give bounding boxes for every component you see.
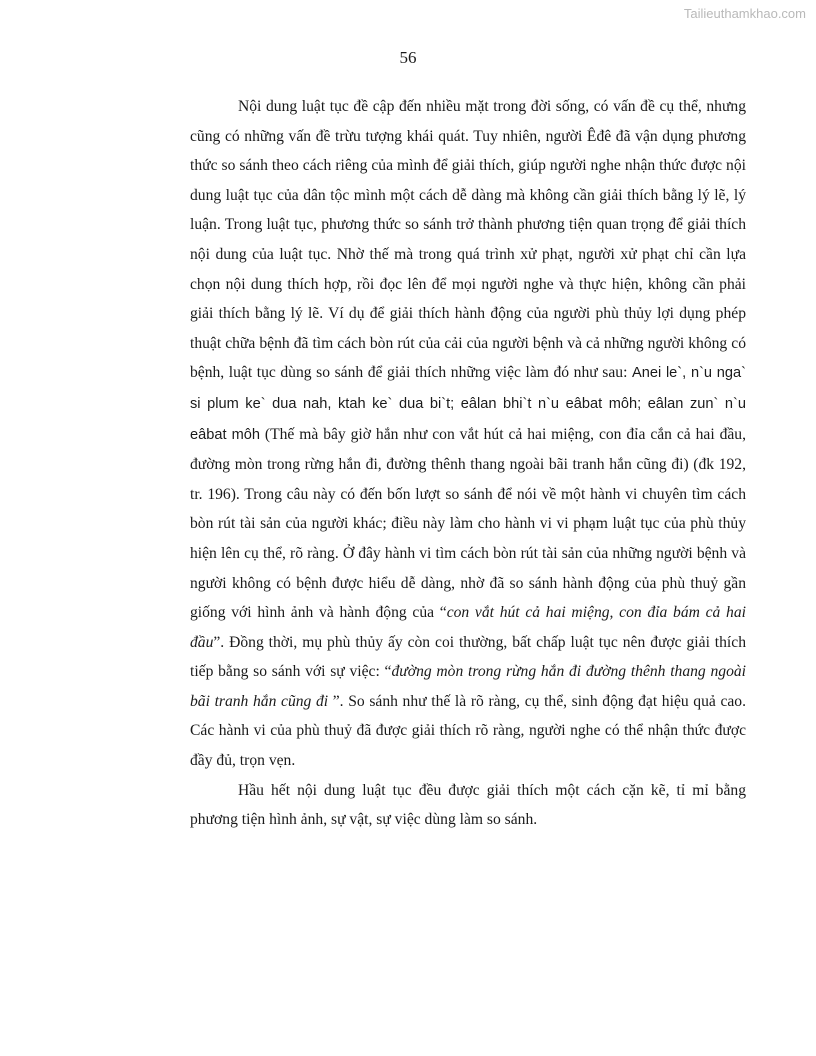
ede-quote: Anei le`, n`u nga` si plum ke` dua nah, ktah ke` dua bi`t; eâlan bhi`t n`u eâbat môh; eâlan zun` n`u eâbat môh [190,365,746,443]
paragraph-1-part-1: Nội dung luật tục đề cập đến nhiều mặt trong đời sống, có vấn đề cụ thể, nhưng cũng có những vấn đề trừu tượng khái quát. Tuy nhiên, người Êđê đã vận dụng phương thức so sánh theo cách riêng của mình để giải thích, giúp người nghe nhận thức được nội dung luật tục của dân tộc mình một cách dễ dàng mà không cần giải thích bằng lý lẽ, lý luận. Trong luật tục, phương thức so sánh trở thành phương tiện quan trọng để giải thích nội dung của luật tục. Nhờ thế mà trong quá trình xử phạt, người xử phạt chỉ cần lựa chọn nội dung thích hợp, rồi đọc lên để mọi người nghe và thực hiện, không cần phải giải thích bằng lý lẽ. Ví dụ để giải thích hành động của người phù thủy lợi dụng phép thuật chữa bệnh đã tìm cách bòn rút của cải của người bệnh và cả những người không có bệnh, luật tục dùng so sánh để giải thích những việc làm đó như sau: [190,98,746,382]
italic-quote-2: đường mòn trong rừng hắn đi đường thênh thang ngoài bãi tranh hắn cũng đi [190,663,746,710]
paragraph-1 [190,92,746,776]
watermark: Tailieuthamkhao.com [683,6,806,21]
paragraph-1-part-3: ”. Đồng thời, mụ phù thủy ấy còn coi thường, bất chấp luật tục nên được giải thích tiếp bằng so sánh với sự việc: “ [190,633,746,681]
page-number: 56 [399,48,417,67]
body-text [190,92,746,835]
paragraph-1-part-4: ”. So sánh như thế là rõ ràng, cụ thể, sinh động đạt hiệu quả cao. Các hành vi của phù thuỷ đã được giải thích rõ ràng, người nghe có thể nhận thức được đầy đủ, trọn vẹn. [190,692,746,770]
paragraph-2: Hầu hết nội dung luật tục đều được giải thích một cách cặn kẽ, tỉ mỉ bằng phương tiện hình ảnh, sự vật, sự việc dùng làm so sánh. [190,781,746,829]
italic-quote-1: con vắt hút cả hai miệng, con đỉa bám cả hai đầu [190,604,746,651]
paragraph-1-part-2: (Thế mà bây giờ hắn như con vắt hút cả hai miệng, con đỉa cắn cả hai đầu, đường mòn trong rừng hắn đi, đường thênh thang ngoài bãi tranh hắn cũng đi) (đk 192, tr. 196). Trong câu này có đến bốn lượt so sánh để nói về một hành vi chuyên tìm cách bòn rút tài sản của người khác; điều này làm cho hành vi vi phạm luật tục của phù thủy hiện lên cụ thể, rõ ràng. Ở đây hành vi tìm cách bòn rút tài sản của những người bệnh và người không có bệnh được hiểu dễ dàng, nhờ đã so sánh hành động của phù thuỷ gần giống với hình ảnh và hành động của “ [190,425,746,622]
